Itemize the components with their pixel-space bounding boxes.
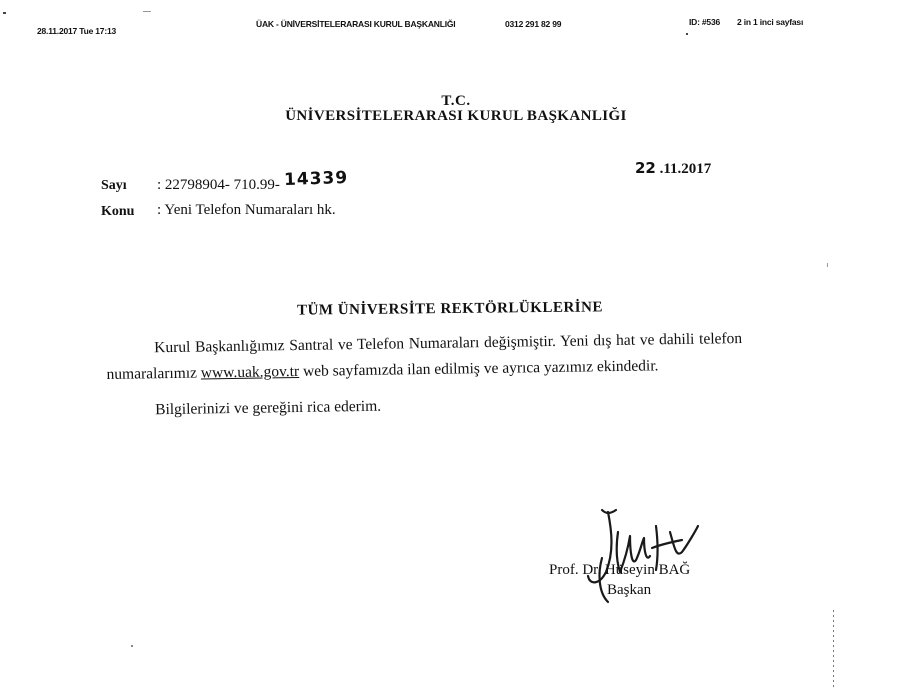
date-rest: .11.2017 xyxy=(659,161,712,177)
body-paragraph-1-end: web sayfamızda ilan edilmiş ve ayrıca yazımız ekindedir. xyxy=(298,357,659,380)
letterhead-country: T.C. xyxy=(441,93,471,109)
fax-sender: ÜAK - ÜNİVERSİTELERARASI KURUL BAŞKANLIĞI xyxy=(256,19,456,29)
scan-speck xyxy=(686,33,688,35)
fax-id: ID: #536 xyxy=(689,17,721,27)
konu-value: : Yeni Telefon Numaraları hk. xyxy=(157,202,336,218)
sayi-value-row xyxy=(157,167,349,194)
sayi-handwritten-number: 14339 xyxy=(283,167,349,191)
fax-phone: 0312 291 82 99 xyxy=(505,19,562,29)
scan-edge-dots xyxy=(833,610,834,688)
letter-body xyxy=(106,326,743,424)
signatory-title: Başkan xyxy=(607,582,652,598)
scan-speck xyxy=(143,11,151,12)
scan-speck xyxy=(131,645,133,647)
body-paragraph-1-start: Kurul Başkanlığımız Santral ve Telefon Numaraları değişmiştir. Yeni dış hat ve dahili telefon numaralarımız xyxy=(106,330,743,383)
signatory-name: Prof. Dr. Hüseyin BAĞ xyxy=(549,562,691,578)
sayi-value: : 22798904- 710.99- xyxy=(157,177,280,193)
fax-header xyxy=(0,16,900,36)
scan-speck xyxy=(3,12,6,14)
date-day-handwritten: 22 xyxy=(635,159,656,177)
fax-pages: 2 in 1 inci sayfası xyxy=(737,17,804,27)
sayi-label: Sayı xyxy=(101,178,127,193)
scan-speck xyxy=(827,263,828,267)
addressee: TÜM ÜNİVERSİTE REKTÖRLÜKLERİNE xyxy=(296,299,604,319)
letterhead-organization: ÜNİVERSİTELERARASI KURUL BAŞKANLIĞI xyxy=(285,108,627,124)
konu-label: Konu xyxy=(101,204,135,219)
body-paragraph-2: Bilgilerinizi ve gereğini rica ederim. xyxy=(155,397,382,419)
fax-datetime: 28.11.2017 Tue 17:13 xyxy=(37,26,117,36)
website-link[interactable]: www.uak.gov.tr xyxy=(200,362,300,382)
body-paragraph-1 xyxy=(106,326,743,388)
letter-date xyxy=(635,159,711,178)
